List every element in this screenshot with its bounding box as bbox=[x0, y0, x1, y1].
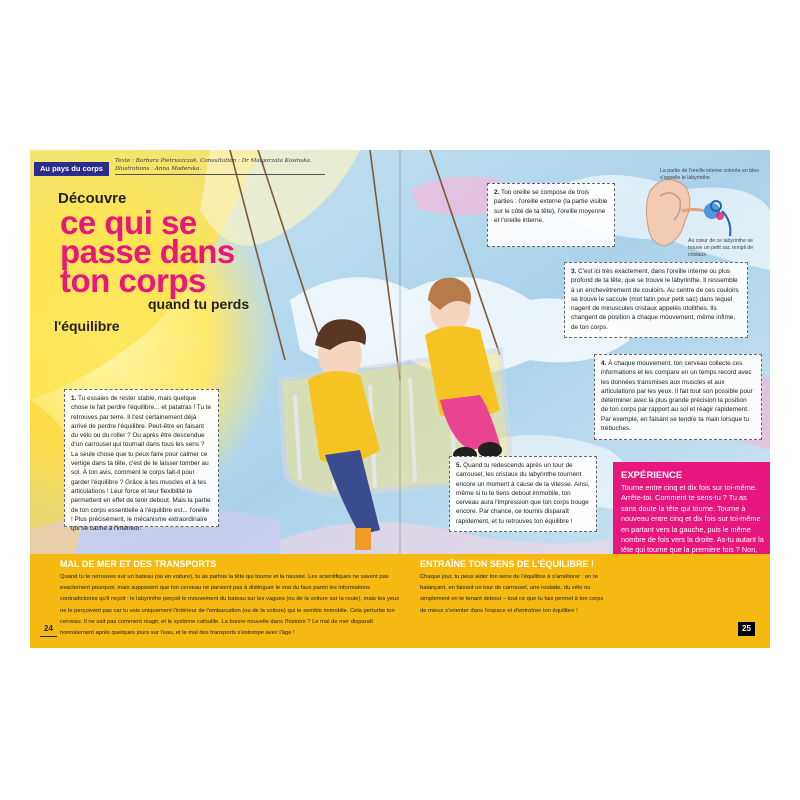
info-box-4: 4. À chaque mouvement, ton cerveau collecte ces informations et les compare en un temps record avec les données transmises aux muscles et aux articulations par les yeux. Il fait tout son possible pour déterminer avec la plus grande précision la position de ton corps par rapport au sol et réagir rapidement. Par exemple, en faisant se tendre ta main lorsque tu trébuches. bbox=[594, 354, 762, 440]
page-number-left: 24 bbox=[40, 622, 57, 637]
entraine-text: Chaque jour, tu peux aider ton sens de l'équilibre à s'améliorer : en te balançant, en faisant un tour de carrousel, une roulade, du vélo ou simplement en te tenant debout – tout ce que tu fais permet à ton corps de mieux s'orienter dans l'espace et d'entraîner ton équilibre ! bbox=[420, 574, 604, 614]
section-tag: Au pays du corps bbox=[34, 162, 109, 176]
info-box-3: 3. C'est ici très exactement, dans l'oreille interne ou plus profond de ta tête, que se trouve le labyrinthe. Il ressemble à un enchevêtrement de couloirs. Au centre de ces couloirs se trouve le saccule (mot latin pour petit sac) dans lequel nagent de minuscules cristaux appelés otolithes. Ils changent de position à chaque mouvement, même infime, de ton corps. bbox=[564, 262, 748, 338]
ear-diagram bbox=[630, 166, 760, 266]
ear-note-top: La partie de l'oreille interne colorée en bleu s'appelle le labyrinthe. bbox=[660, 168, 760, 181]
info-box-1: 1. Tu essaies de rester stable, mais quelque chose te fait perdre l'équilibre... et patatras ! Tu te retrouves par terre. Il t'est certainement déjà arrivé de perdre l'équilibre. Peut-être en faisant du vélo ou du roller ? Ou après être descendue d'un carrousel qui tournait dans tous les sens ? La seule chose que tu peux faire pour calmer ce vertige dans ta tête, c'est de te laisser tomber au sol. À ton avis, comment le corps fait-il pour garder l'équilibre ? Grâce à tes muscles et à tes articulations ! Leur force et leur flexibilité te permettent en effet de tenir debout. Mais la partie de ton corps essentielle à l'équilibre est... l'oreille ! Plus précisément, le mécanisme extraordinaire qui se cache à l'intérieur. bbox=[64, 389, 219, 527]
entraine-title: ENTRAÎNE TON SENS DE L'ÉQUILIBRE ! bbox=[420, 559, 594, 569]
mal-de-mer-title: MAL DE MER ET DES TRANSPORTS bbox=[60, 559, 217, 569]
experience-text: Tourne entre cinq et dix fois sur toi-même. Arrête-toi. Comment te sens-tu ? Tu as sans doute la tête qui tourne. Tourne à nouveau entre cinq et dix fois sur toi-même en partant vers la gauche, puis le même nombre de fois vers la droite. As-tu autant la tête qui tourne que la première fois ? Non, bbox=[621, 483, 764, 555]
credits: Texte : Barbara Pietruszczak. Consultation : Dr Malgorzata Kosinska. Illustrations : Anna Moderska. bbox=[115, 157, 325, 175]
page-number-right: 25 bbox=[738, 622, 755, 636]
title-pre: Découvre bbox=[58, 190, 127, 207]
mal-de-mer-text: Quand tu te retrouves sur un bateau (ou en voiture), tu as parfois la tête qui tourne et la nausée. Les scientifiques ne savent pas exactement pourquoi, mais supposent que ton cerveau ne parvient pas à distinguer le vrai du faux parmi les informations contradictoires qu'il reçoit : le labyrinthe perçoit le mouvement du bateau sur les vagues (ou de la voiture sur la route), mais tes yeux ne le perçoivent pas car tu vois uniquement l'intérieur de l'embarcation (ou de la voiture) qui te semble immobile. Cela perturbe ton cerveau. Il ne sait pas comment réagir, et le système cafouille. La bonne nouvelle dans l'histoire ? Le mal de mer disparaît normalement après quelques jours sur l'eau, et le mal des transports s'estompe avec l'âge ! bbox=[60, 574, 400, 637]
info-box-2: 2. Ton oreille se compose de trois parties : l'oreille externe (la partie visible sur le côté de ta tête), l'oreille moyenne et l'oreille interne. bbox=[487, 183, 615, 247]
ear-note-bottom: Au cœur de ce labyrinthe se trouve un petit sac rempli de cristaux. bbox=[688, 238, 754, 258]
experience-title: EXPÉRIENCE bbox=[621, 470, 683, 481]
title-post-line1: quand tu perds bbox=[148, 296, 250, 312]
page-title: ce qui se passe dans ton corps bbox=[60, 204, 235, 299]
title-post-line2: l'équilibre bbox=[54, 318, 120, 334]
info-box-5: 5. Quand tu redescends après un tour de carrousel, les cristaux du labyrinthe tournent encore un moment à cause de la vitesse. Ainsi, même si tu te tiens debout immobile, ton cerveau aura l'impression que ton corps bouge encore. Par chance, ce tournis disparaît rapidement, et tu retrouves ton équilibre ! bbox=[449, 456, 597, 532]
